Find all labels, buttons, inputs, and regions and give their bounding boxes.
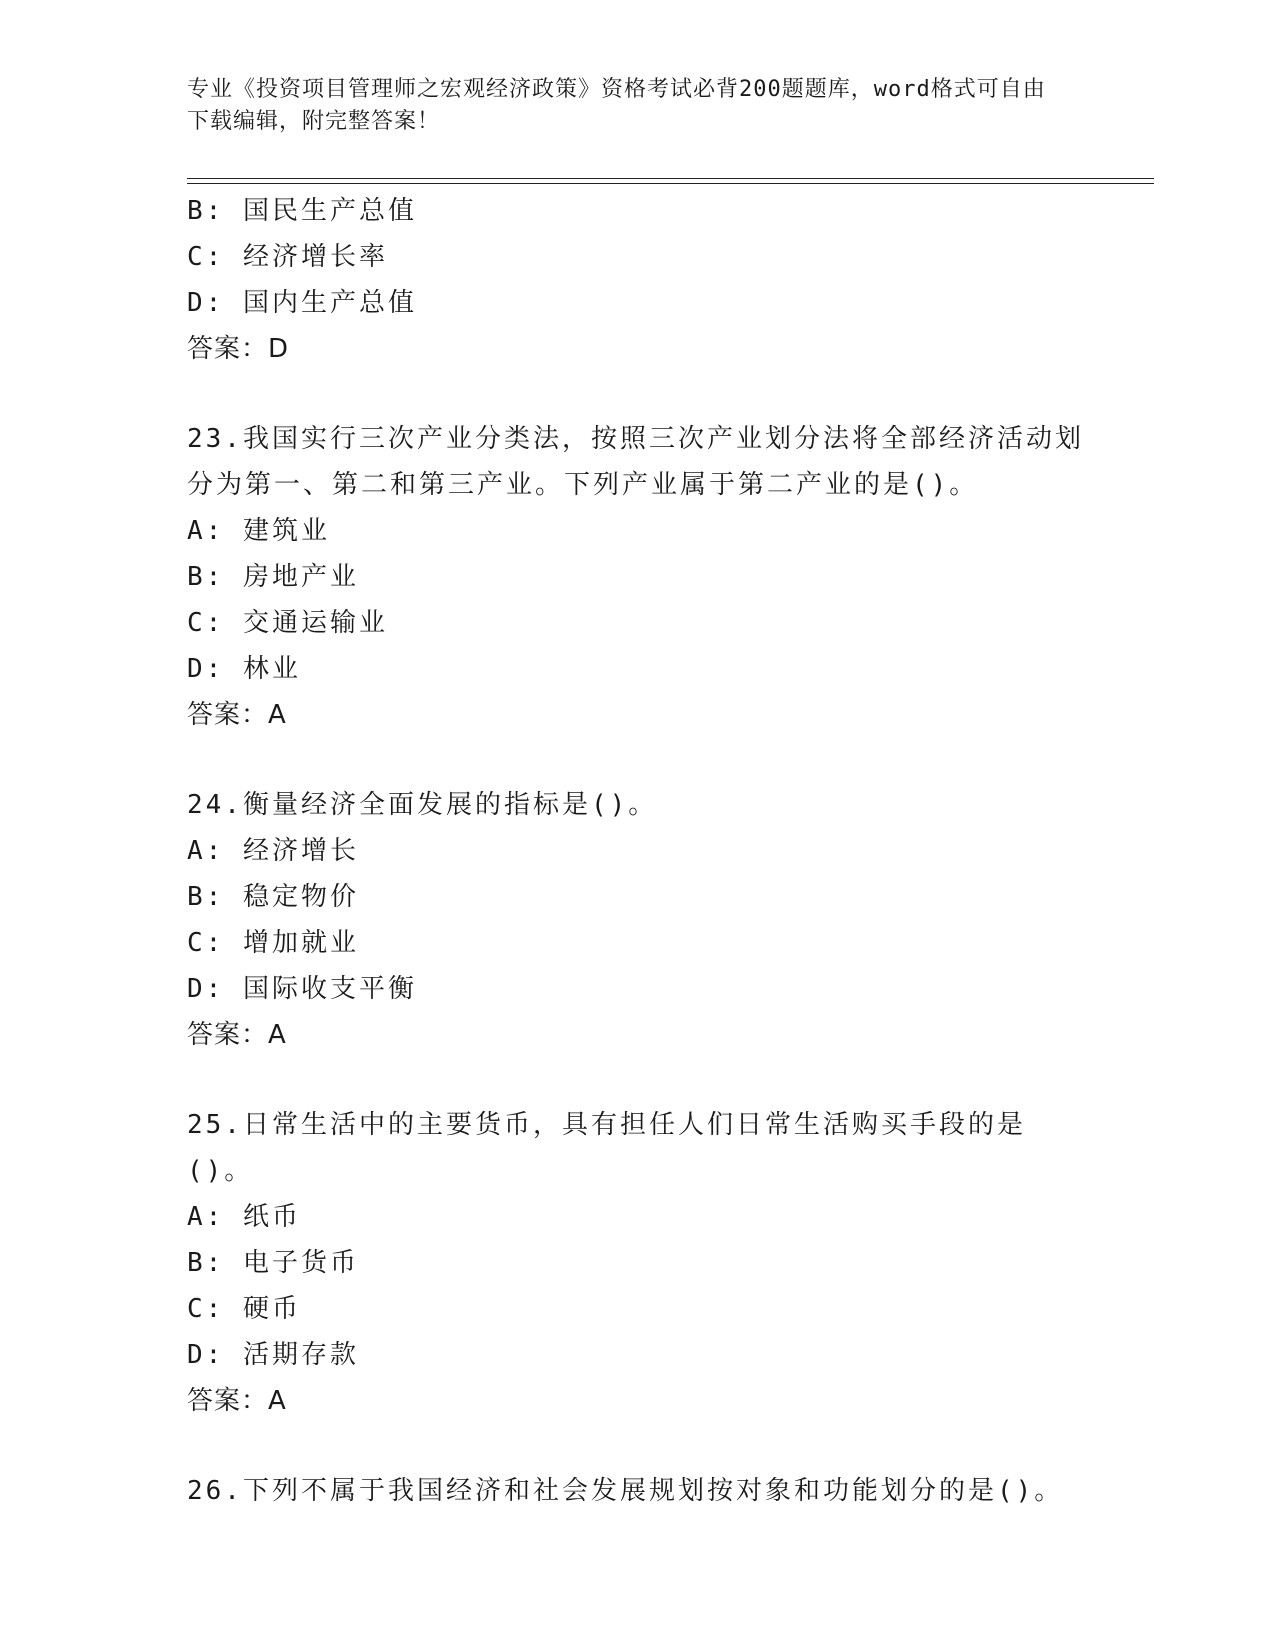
option-d: D: 国内生产总值: [187, 288, 417, 318]
option-c: C: 增加就业: [187, 928, 359, 958]
answer: 答案：A: [187, 1386, 287, 1416]
header-text: 专业《投资项目管理师之宏观经济政策》资格考试必背200题题库，word格式可自由下载编辑，附完整答案！: [187, 77, 1046, 134]
option-d: D: 活期存款: [187, 1340, 359, 1370]
option-d: D: 国际收支平衡: [187, 974, 417, 1004]
option-b: B: 国民生产总值: [187, 196, 417, 226]
question-23: [187, 416, 1087, 738]
document-body: [187, 188, 1087, 1514]
header-rule-bottom: [187, 183, 1154, 184]
question-stem: 25.日常生活中的主要货币，具有担任人们日常生活购买手段的是()。: [187, 1110, 1026, 1186]
option-a: A: 经济增长: [187, 836, 359, 866]
answer: 答案：A: [187, 700, 287, 730]
option-a: A: 建筑业: [187, 516, 330, 546]
header-rule-top: [187, 178, 1154, 179]
document-header: [187, 74, 1067, 138]
option-b: B: 电子货币: [187, 1248, 359, 1278]
option-c: C: 经济增长率: [187, 242, 388, 272]
question-stem: 23.我国实行三次产业分类法，按照三次产业划分法将全部经济活动划分为第一、第二和第三产业。下列产业属于第二产业的是()。: [187, 424, 1084, 500]
question-25: [187, 1102, 1087, 1424]
question-24: [187, 782, 1087, 1058]
option-c: C: 硬币: [187, 1294, 301, 1324]
question-stem: 24.衡量经济全面发展的指标是()。: [187, 790, 658, 820]
answer: 答案：D: [187, 334, 290, 364]
question-22-tail: [187, 188, 1087, 372]
question-stem: 26.下列不属于我国经济和社会发展规划按对象和功能划分的是()。: [187, 1476, 1064, 1506]
option-a: A: 纸币: [187, 1202, 301, 1232]
option-d: D: 林业: [187, 654, 301, 684]
question-26: [187, 1468, 1087, 1514]
option-b: B: 稳定物价: [187, 882, 359, 912]
option-b: B: 房地产业: [187, 562, 359, 592]
option-c: C: 交通运输业: [187, 608, 388, 638]
answer: 答案：A: [187, 1020, 287, 1050]
